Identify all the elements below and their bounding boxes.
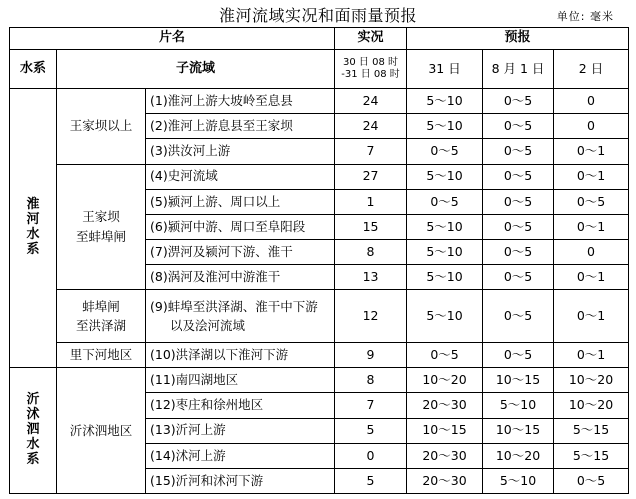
header-period <box>335 50 407 89</box>
cell-day2: 0～5 <box>483 114 554 139</box>
cell-actual: 8 <box>335 239 407 264</box>
table-row-sub: (11)南四湖地区 <box>146 368 335 393</box>
cell-day1: 5～10 <box>407 264 483 289</box>
page-title: 淮河流域实况和面雨量预报 <box>218 6 417 25</box>
area-yishusi: 沂沭泗地区 <box>57 368 146 494</box>
cell-day3: 0 <box>554 114 629 139</box>
cell-day3: 0～1 <box>554 290 629 343</box>
cell-day2: 0～5 <box>483 189 554 214</box>
cell-day1: 20～30 <box>407 393 483 418</box>
area-bengbu-hongze <box>57 290 146 343</box>
table-row-sub: (10)洪泽湖以下淮河下游 <box>146 343 335 368</box>
cell-day2: 0～5 <box>483 290 554 343</box>
table-row-sub: (4)史河流域 <box>146 164 335 189</box>
table-row-sub: (12)枣庄和徐州地区 <box>146 393 335 418</box>
cell-actual: 7 <box>335 139 407 164</box>
table-row-sub: (5)颍河上游、周口以上 <box>146 189 335 214</box>
cell-day2: 5～10 <box>483 393 554 418</box>
area-line: 王家坝 <box>82 209 120 225</box>
cell-actual: 0 <box>335 443 407 468</box>
cell-day3: 5～15 <box>554 418 629 443</box>
cell-actual: 9 <box>335 343 407 368</box>
cell-actual: 13 <box>335 264 407 289</box>
cell-day3: 0～1 <box>554 264 629 289</box>
cell-day1: 20～30 <box>407 443 483 468</box>
cell-day2: 10～20 <box>483 443 554 468</box>
cell-day1: 0～5 <box>407 189 483 214</box>
cell-day1: 5～10 <box>407 290 483 343</box>
header-period-line1: 30 日 08 时 <box>343 56 399 68</box>
cell-day2: 0～5 <box>483 343 554 368</box>
cell-day3: 10～20 <box>554 368 629 393</box>
header-subbasin: 子流域 <box>57 50 335 89</box>
cell-day3: 0～1 <box>554 214 629 239</box>
cell-actual: 7 <box>335 393 407 418</box>
cell-actual: 15 <box>335 214 407 239</box>
table-row-sub: (1)淮河上游大坡岭至息县 <box>146 89 335 114</box>
table-row-sub: (13)沂河上游 <box>146 418 335 443</box>
header-forecast: 预报 <box>407 28 629 50</box>
cell-day3: 0～5 <box>554 468 629 493</box>
table-row-sub <box>146 290 335 343</box>
table-row-sub: (6)颍河中游、周口至阜阳段 <box>146 214 335 239</box>
cell-day3: 5～15 <box>554 443 629 468</box>
table-row-sub: (8)涡河及淮河中游淮干 <box>146 264 335 289</box>
area-line: 至洪泽湖 <box>75 318 126 334</box>
cell-day1: 5～10 <box>407 214 483 239</box>
table-row-sub: (3)洪汝河上游 <box>146 139 335 164</box>
cell-actual: 27 <box>335 164 407 189</box>
cell-day2: 5～10 <box>483 468 554 493</box>
header-day1: 31 日 <box>407 50 483 89</box>
cell-day3: 0～1 <box>554 164 629 189</box>
cell-day3: 10～20 <box>554 393 629 418</box>
cell-day3: 0 <box>554 239 629 264</box>
cell-actual: 5 <box>335 418 407 443</box>
cell-day1: 5～10 <box>407 114 483 139</box>
system-yishusi: 沂 沭 泗 水 系 <box>10 368 57 494</box>
cell-day3: 0～5 <box>554 189 629 214</box>
cell-day1: 10～20 <box>407 368 483 393</box>
cell-actual: 24 <box>335 114 407 139</box>
cell-day1: 5～10 <box>407 89 483 114</box>
cell-actual: 8 <box>335 368 407 393</box>
header-actual: 实况 <box>335 28 407 50</box>
table-row-sub: (15)沂河和沭河下游 <box>146 468 335 493</box>
unit-label: 单位: 毫米 <box>556 10 614 23</box>
cell-day1: 0～5 <box>407 139 483 164</box>
cell-day2: 0～5 <box>483 214 554 239</box>
cell-day2: 10～15 <box>483 418 554 443</box>
cell-actual: 24 <box>335 89 407 114</box>
cell-day1: 5～10 <box>407 239 483 264</box>
header-day3: 2 日 <box>554 50 629 89</box>
cell-actual: 12 <box>335 290 407 343</box>
area-line: 蚌埠闸 <box>82 298 120 314</box>
header-day2: 8 月 1 日 <box>483 50 554 89</box>
header-system: 水系 <box>10 50 57 89</box>
table-row-sub: (14)沭河上游 <box>146 443 335 468</box>
cell-actual: 5 <box>335 468 407 493</box>
cell-day1: 10～15 <box>407 418 483 443</box>
cell-day2: 0～5 <box>483 264 554 289</box>
area-wangjiaba-bengbu <box>57 164 146 289</box>
cell-day2: 0～5 <box>483 89 554 114</box>
cell-day3: 0 <box>554 89 629 114</box>
header-period-line2: -31 日 08 时 <box>341 69 400 81</box>
cell-actual: 1 <box>335 189 407 214</box>
area-lixiahe: 里下河地区 <box>57 343 146 368</box>
cell-day1: 5～10 <box>407 164 483 189</box>
table-row-sub: (2)淮河上游息县至王家坝 <box>146 114 335 139</box>
cell-day3: 0～1 <box>554 343 629 368</box>
sub-line: 以及浍河流域 <box>170 318 246 334</box>
cell-day2: 0～5 <box>483 139 554 164</box>
rainfall-table <box>9 27 629 494</box>
table-row-sub: (7)淠河及颍河下游、淮干 <box>146 239 335 264</box>
cell-day3: 0～1 <box>554 139 629 164</box>
cell-day2: 10～15 <box>483 368 554 393</box>
area-wangjiaba-above: 王家坝以上 <box>57 89 146 164</box>
cell-day2: 0～5 <box>483 164 554 189</box>
cell-day2: 0～5 <box>483 239 554 264</box>
system-huaihe: 淮 河 水 系 <box>10 89 57 368</box>
header-area: 片名 <box>10 28 335 50</box>
area-line: 至蚌埠闸 <box>75 228 126 244</box>
sub-line: (9)蚌埠至洪泽湖、淮干中下游 <box>150 298 318 314</box>
cell-day1: 0～5 <box>407 343 483 368</box>
cell-day1: 20～30 <box>407 468 483 493</box>
